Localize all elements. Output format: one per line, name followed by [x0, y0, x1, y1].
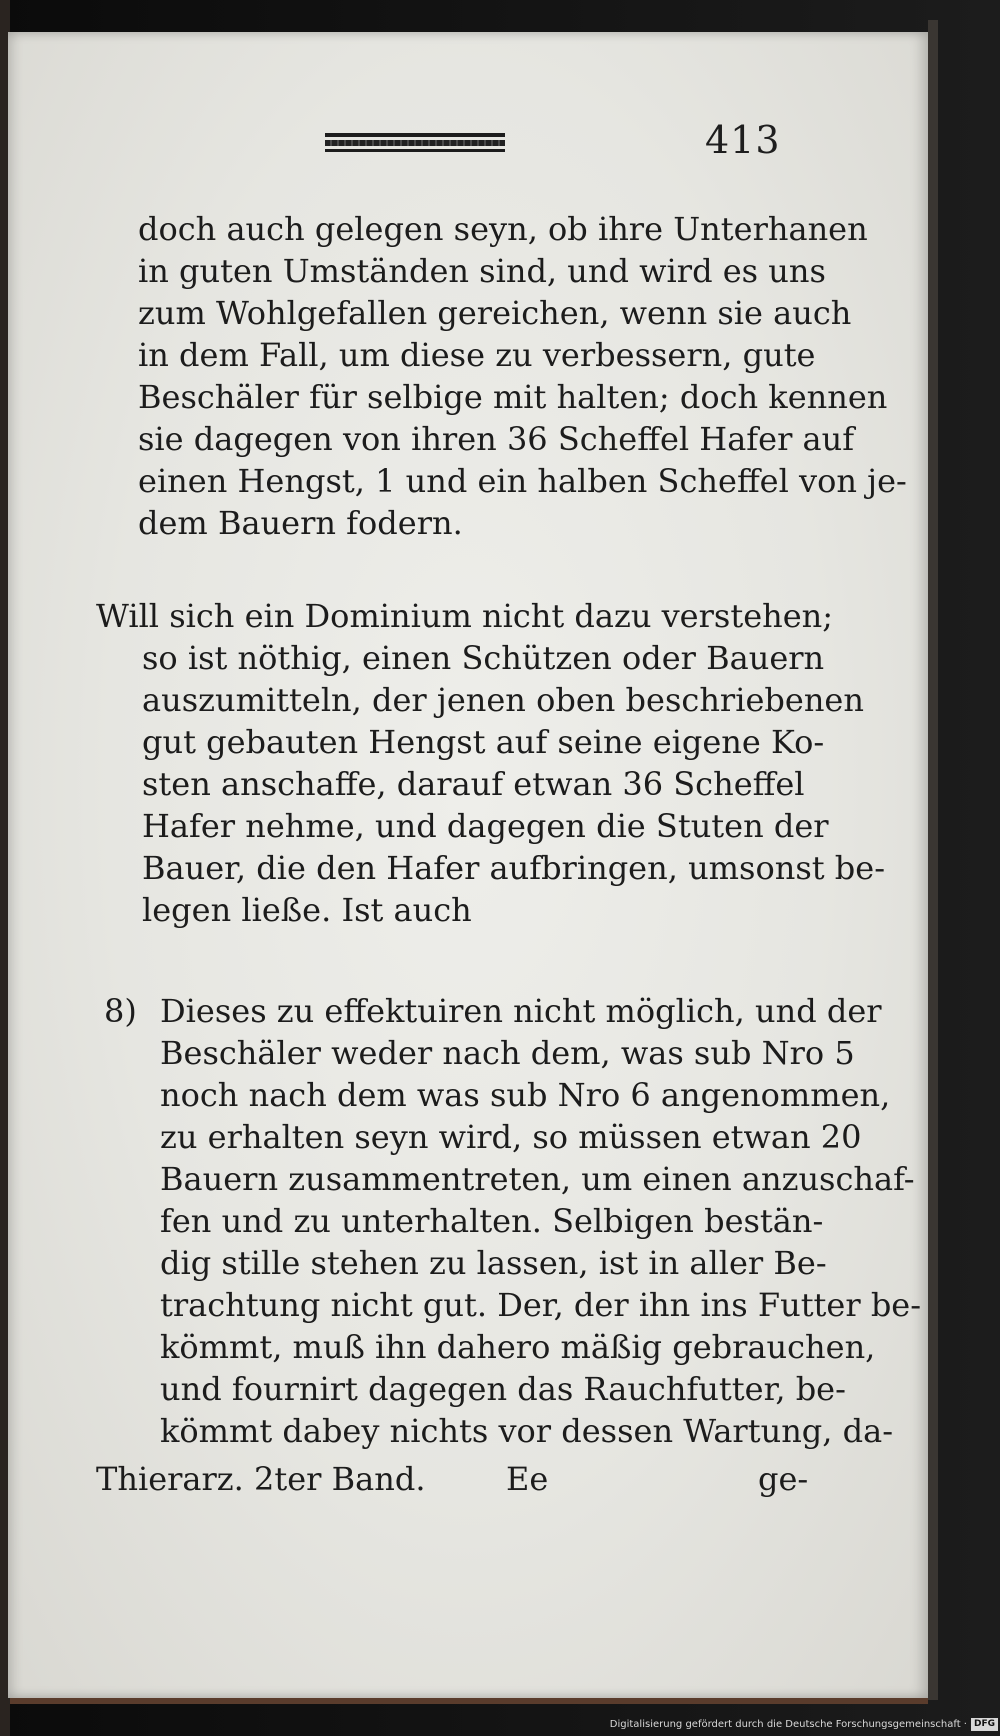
text-line: in dem Fall, um diese zu verbessern, gute: [138, 336, 816, 374]
text-line: in guten Umständen sind, und wird es uns: [138, 252, 826, 290]
paragraph-dominium: [96, 595, 885, 931]
page-number: 413: [705, 118, 781, 162]
text-line: fen und zu unterhalten. Selbigen bestän-: [160, 1202, 824, 1240]
paragraph-item-8: [104, 990, 922, 1452]
text-line: kömmt, muß ihn dahero mäßig gebrauchen,: [160, 1328, 876, 1366]
rule-middle-band: [325, 140, 505, 146]
text-line: [104, 990, 882, 1032]
text-line: trachtung nicht gut. Der, der ihn ins Futter be-: [160, 1286, 922, 1324]
signature-mark: Ee: [506, 1460, 549, 1498]
text-line: Bauern zusammentreten, um einen anzuschaf-: [160, 1160, 915, 1198]
item-number: 8): [104, 992, 137, 1030]
ornamental-header-rule: [325, 133, 505, 153]
page-right-edge: [928, 20, 938, 1700]
text-line: zum Wohlgefallen gereichen, wenn sie auch: [138, 294, 852, 332]
text-line: Hafer nehme, und dagegen die Stuten der: [142, 807, 829, 845]
text-line: legen ließe. Ist auch: [142, 891, 472, 929]
text-line: Beschäler für selbige mit halten; doch kennen: [138, 378, 888, 416]
text-line: zu erhalten seyn wird, so müssen etwan 20: [160, 1118, 862, 1156]
catchword: ge-: [758, 1460, 809, 1498]
text-line-content: Dieses zu effektuiren nicht möglich, und der: [160, 992, 882, 1030]
text-line: gut gebauten Hengst auf seine eigene Ko-: [142, 723, 825, 761]
digitization-credit: [520, 1716, 998, 1734]
text-line: Will sich ein Dominium nicht dazu verstehen;: [96, 597, 834, 635]
text-line: dig stille stehen zu lassen, ist in aller Be-: [160, 1244, 827, 1282]
dfg-logo: DFG: [971, 1718, 998, 1731]
rule-top-line: [325, 133, 505, 137]
text-line: einen Hengst, 1 und ein halben Scheffel von je-: [138, 462, 907, 500]
text-line: noch nach dem was sub Nro 6 angenommen,: [160, 1076, 891, 1114]
signature-title: Thierarz. 2ter Band.: [96, 1460, 426, 1498]
text-line: auszumitteln, der jenen oben beschriebenen: [142, 681, 864, 719]
paragraph-continuation: [138, 208, 907, 544]
credit-text: Digitalisierung gefördert durch die Deutsche Forschungsgemeinschaft ·: [609, 1719, 967, 1730]
text-line: sten anschaffe, darauf etwan 36 Scheffel: [142, 765, 805, 803]
text-line: Bauer, die den Hafer aufbringen, umsonst be-: [142, 849, 885, 887]
text-line: sie dagegen von ihren 36 Scheffel Hafer auf: [138, 420, 855, 458]
text-line: dem Bauern fodern.: [138, 504, 463, 542]
text-line: Beschäler weder nach dem, was sub Nro 5: [160, 1034, 855, 1072]
text-line: kömmt dabey nichts vor dessen Wartung, da-: [160, 1412, 893, 1450]
text-line: so ist nöthig, einen Schützen oder Bauern: [142, 639, 825, 677]
text-line: und fournirt dagegen das Rauchfutter, be-: [160, 1370, 846, 1408]
rule-bottom-line: [325, 149, 505, 152]
text-line: doch auch gelegen seyn, ob ihre Unterhanen: [138, 210, 868, 248]
